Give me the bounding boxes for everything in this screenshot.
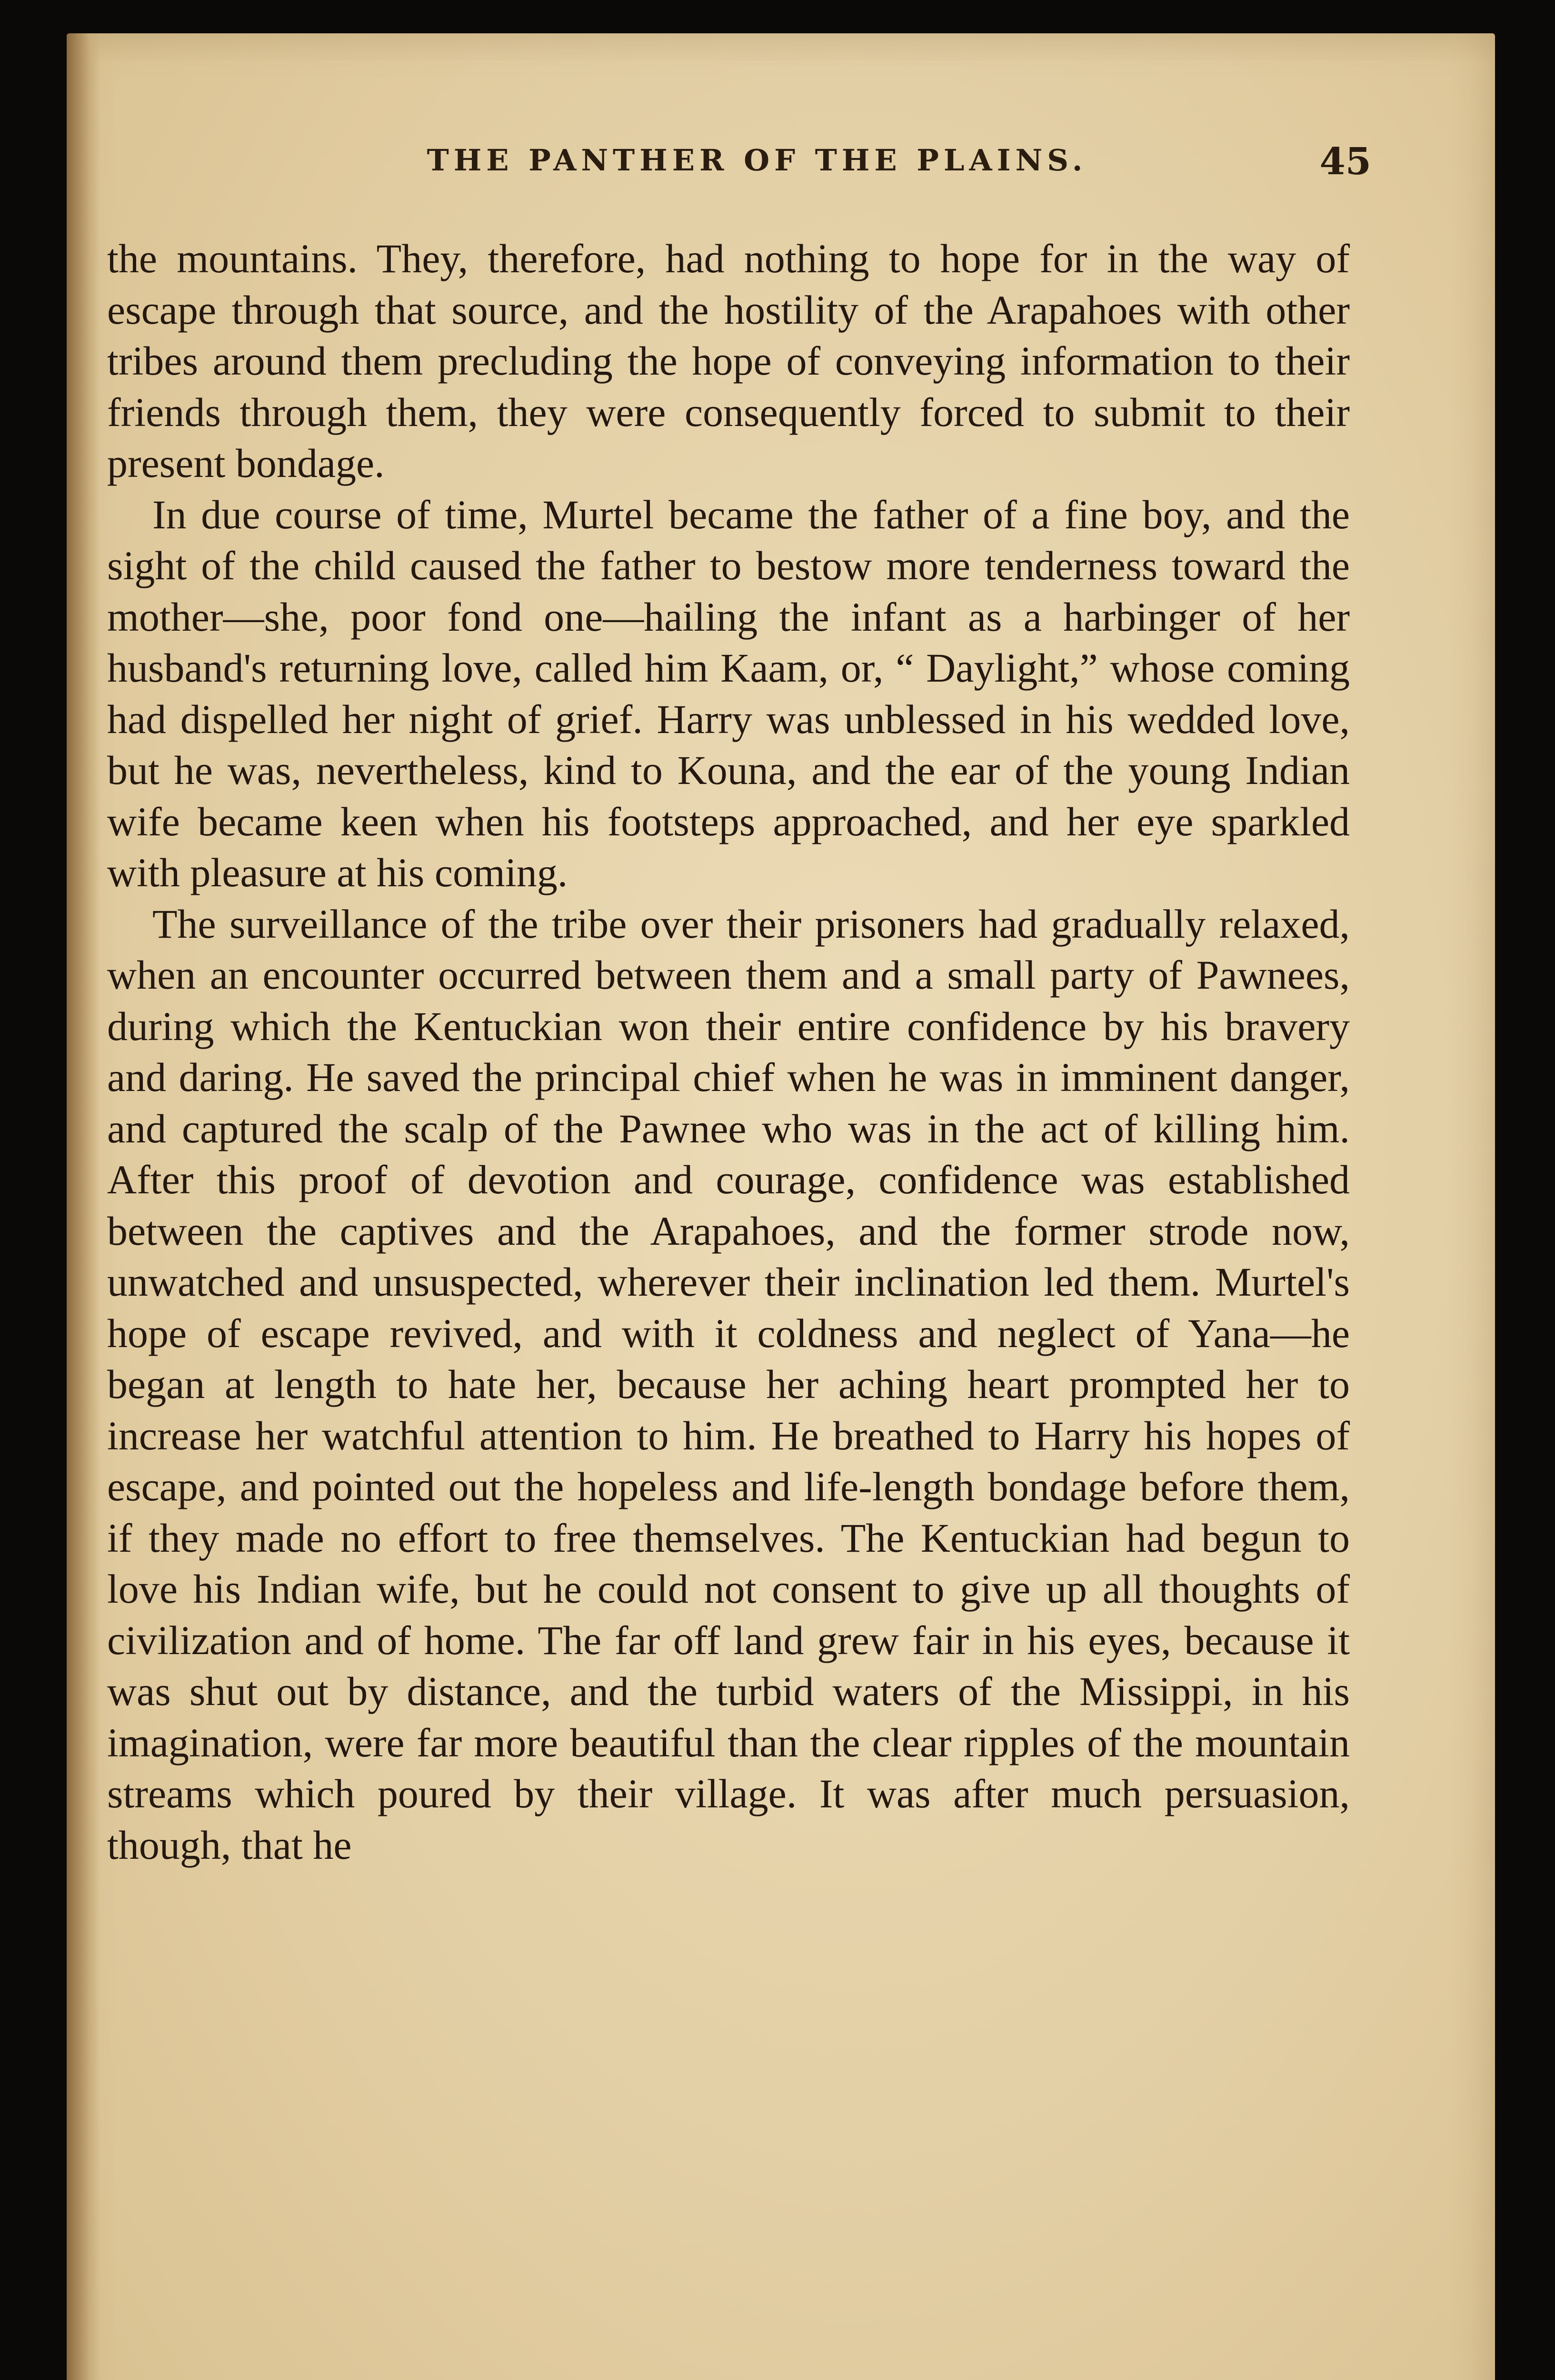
running-title: THE PANTHER OF THE PLAINS. <box>427 143 1087 178</box>
paragraph-1: the mountains. They, therefore, had nothing to hope for in the way of escape through that source, and the hostility of the Arapahoes with other tribes around them precluding the hope of conveying information to their friends through them, they were consequently forced to submit to their present bondage. <box>107 236 1350 486</box>
running-head <box>143 140 1371 195</box>
page-gutter <box>67 33 100 2380</box>
paragraph-2: In due course of time, Murtel became the father of a fine boy, and the sight of the child caused the father to bestow more tenderness toward the mother—she, poor fond one—hailing the infant as a harbinger of her husband's returning love, called him Kaam, or, “ Daylight,” whose coming had dispelled her night of grief. Harry was unblessed in his wedded love, but he was, nevertheless, kind to Kouna, and the ear of the young Indian wife became keen when his footsteps approached, and her eye sparkled with pleasure at his coming. <box>107 491 1350 895</box>
page-number: 45 <box>1319 140 1371 183</box>
paragraph-3: The surveillance of the tribe over their prisoners had gradually relaxed, when an encounter occurred between them and a small party of Pawnees, during which the Kentuckian won their entire confidence by his bravery and daring. He saved the principal chief when he was in imminent danger, and captured the scalp of the Pawnee who was in the act of killing him. After this proof of devotion and courage, confidence was established between the captives and the Arapahoes, and the former strode now, unwatched and unsuspected, wherever their inclination led them. Murtel's hope of escape revived, and with it coldness and neglect of Yana—he began at length to hate her, because her aching heart prompted her to increase her watchful attention to him. He breathed to Harry his hopes of escape, and pointed out the hopeless and life-length bondage before them, if they made no effort to free themselves. The Kentuckian had begun to love his Indian wife, but he could not consent to give up all thoughts of civilization and of home. The far off land grew fair in his eyes, because it was shut out by distance, and the turbid waters of the Missippi, in his imagination, were far more beautiful than the clear ripples of the mountain streams which poured by their village. It was after much persuasion, though, that he <box>107 901 1350 1868</box>
body-text <box>107 233 1350 1871</box>
